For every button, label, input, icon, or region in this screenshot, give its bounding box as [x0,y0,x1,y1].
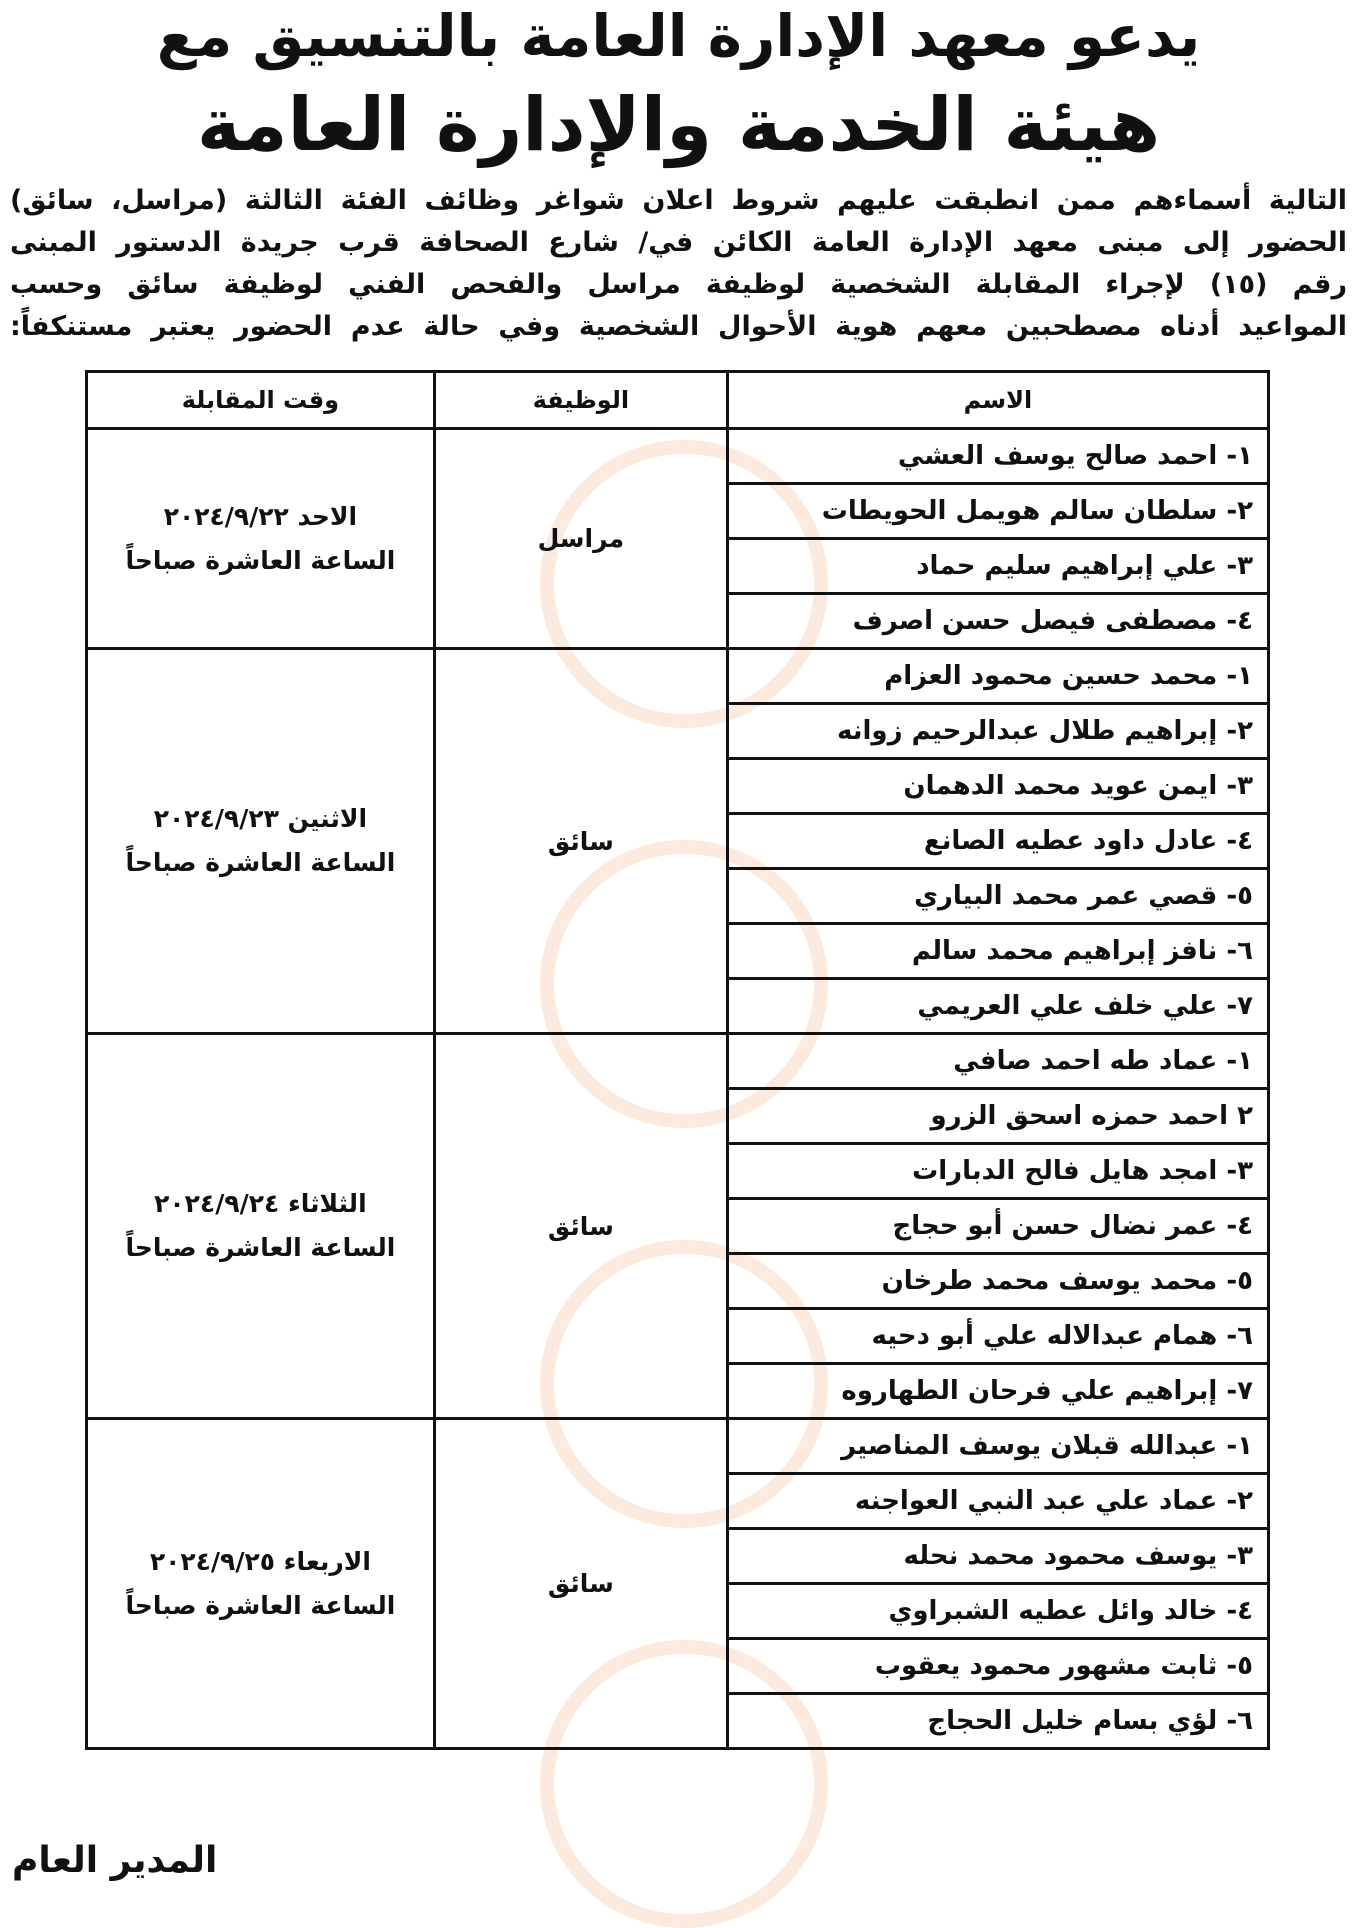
candidate-name: ٥- محمد يوسف محمد طرخان [727,1254,1268,1309]
job-title: مراسل [434,429,727,649]
candidate-name: ٣- يوسف محمود محمد نحله [727,1529,1268,1584]
candidate-name: ٥- قصي عمر محمد البياري [727,869,1268,924]
intro-line: المواعيد أدناه مصطحبين معهم هوية الأحوال الشخصية وفي حالة عدم الحضور يعتبر مستنكفاً: [10,311,1347,342]
job-title: سائق [434,1419,727,1749]
candidate-name: ٧- علي خلف علي العريمي [727,979,1268,1034]
candidate-name: ٢- سلطان سالم هويمل الحويطات [727,484,1268,539]
header-job: الوظيفة [434,372,727,429]
table-row [87,429,1269,484]
candidate-name: ٢- إبراهيم طلال عبدالرحيم زوانه [727,704,1268,759]
interview-day: الثلاثاء ٢٠٢٤/٩/٢٤ [154,1189,367,1218]
interview-day: الاثنين ٢٠٢٤/٩/٢٣ [153,804,368,833]
candidate-name: ١- عبدالله قبلان يوسف المناصير [727,1419,1268,1474]
candidate-name: ٢ احمد حمزه اسحق الزرو [727,1089,1268,1144]
heading-line-1: يدعو معهد الإدارة العامة بالتنسيق مع [156,2,1201,70]
table-row [87,1034,1269,1089]
interview-time [87,649,435,1034]
candidate-name: ٥- ثابت مشهور محمود يعقوب [727,1639,1268,1694]
job-title: سائق [434,649,727,1034]
candidate-name: ٤- عادل داود عطيه الصانع [727,814,1268,869]
interview-time [87,1419,435,1749]
interview-time [87,1034,435,1419]
interview-day: الاربعاء ٢٠٢٤/٩/٢٥ [149,1546,371,1576]
interview-hour: الساعة العاشرة صباحاً [125,1590,396,1620]
candidate-name: ٦- نافز إبراهيم محمد سالم [727,924,1268,979]
header-time: وقت المقابلة [87,372,435,429]
candidate-name: ٢- عماد علي عبد النبي العواجنه [727,1474,1268,1529]
candidate-name: ١- احمد صالح يوسف العشي [727,429,1268,484]
candidate-name: ١- عماد طه احمد صافي [727,1034,1268,1089]
intro-line: رقم (١٥) لإجراء المقابلة الشخصية لوظيفة مراسل والفحص الفني لوظيفة سائق وحسب [10,269,1347,300]
header-name: الاسم [727,372,1268,429]
interview-hour: الساعة العاشرة صباحاً [125,1233,396,1262]
intro-line: التالية أسماءهم ممن انطبقت عليهم شروط اعلان شواغر وظائف الفئة الثالثة (مراسل، سائق) [10,185,1347,216]
intro-paragraph [10,180,1347,348]
candidate-name: ١- محمد حسين محمود العزام [727,649,1268,704]
candidate-name: ٤- عمر نضال حسن أبو حجاج [727,1199,1268,1254]
candidate-name: ٧- إبراهيم علي فرحان الطهاروه [727,1364,1268,1419]
intro-line: الحضور إلى مبنى معهد الإدارة العامة الكائن في/ شارع الصحافة قرب جريدة الدستور المبنى [10,227,1347,258]
interview-hour: الساعة العاشرة صباحاً [125,848,396,877]
interview-hour: الساعة العاشرة صباحاً [125,545,396,575]
signature: المدير العام [12,1840,218,1881]
interview-day: الاحد ٢٠٢٤/٩/٢٢ [163,501,358,531]
table-row [87,649,1269,704]
interview-time [87,429,435,649]
candidate-name: ٣- امجد هايل فالح الدبارات [727,1144,1268,1199]
candidate-name: ٤- مصطفى فيصل حسن اصرف [727,594,1268,649]
heading-line-2: هيئة الخدمة والإدارة العامة [196,82,1161,168]
job-title: سائق [434,1034,727,1419]
table-row [87,1419,1269,1474]
candidate-name: ٦- همام عبدالاله علي أبو دحيه [727,1309,1268,1364]
candidate-name: ٣- علي إبراهيم سليم حماد [727,539,1268,594]
candidate-name: ٣- ايمن عويد محمد الدهمان [727,759,1268,814]
candidate-name: ٦- لؤي بسام خليل الحجاج [727,1694,1268,1749]
candidates-table [85,370,1270,1750]
candidate-name: ٤- خالد وائل عطيه الشبراوي [727,1584,1268,1639]
